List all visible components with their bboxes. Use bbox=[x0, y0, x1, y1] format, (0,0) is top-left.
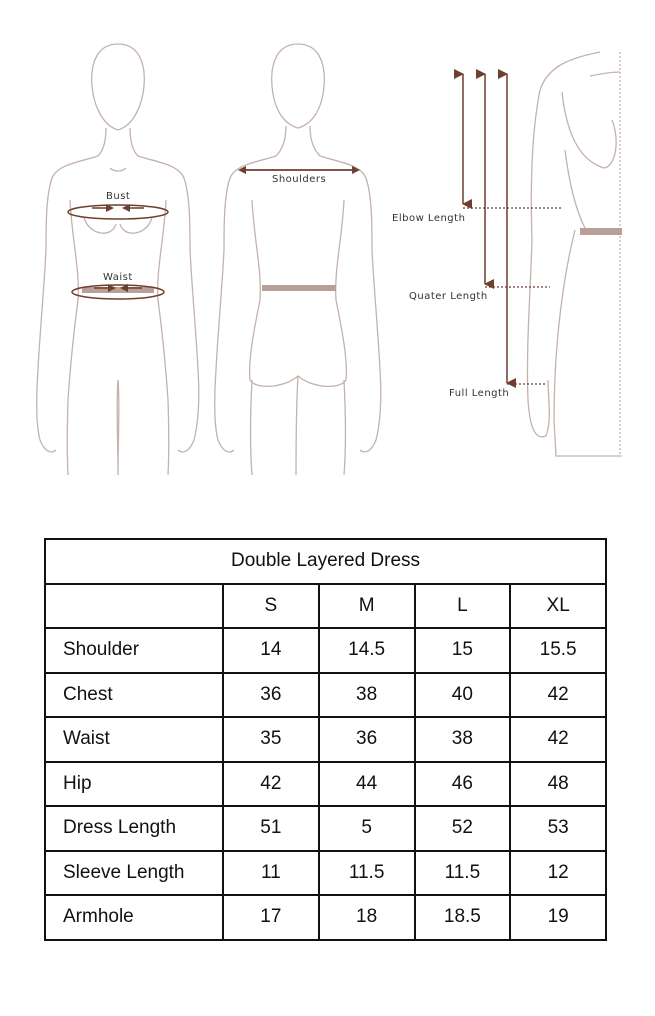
size-chart-table bbox=[44, 538, 607, 941]
table-row bbox=[45, 673, 606, 718]
table-cell: 42 bbox=[510, 673, 606, 718]
table-cell: 17 bbox=[223, 895, 319, 940]
table-cell: 11.5 bbox=[319, 851, 415, 896]
table-cell: 38 bbox=[319, 673, 415, 718]
header-cell: L bbox=[415, 584, 511, 629]
table-cell: 38 bbox=[415, 717, 511, 762]
table-cell: 42 bbox=[223, 762, 319, 807]
table-cell: 19 bbox=[510, 895, 606, 940]
row-label: Shoulder bbox=[45, 628, 223, 673]
table-cell: 44 bbox=[319, 762, 415, 807]
side-figure bbox=[527, 52, 622, 456]
table-cell: 36 bbox=[319, 717, 415, 762]
table-row bbox=[45, 851, 606, 896]
table-row bbox=[45, 806, 606, 851]
table-cell: 11.5 bbox=[415, 851, 511, 896]
table-cell: 12 bbox=[510, 851, 606, 896]
table-cell: 11 bbox=[223, 851, 319, 896]
bust-label: Bust bbox=[106, 191, 131, 202]
table-cell: 46 bbox=[415, 762, 511, 807]
front-waist-measure bbox=[72, 272, 164, 299]
table-cell: 35 bbox=[223, 717, 319, 762]
table-cell: 18 bbox=[319, 895, 415, 940]
table-cell: 48 bbox=[510, 762, 606, 807]
table-row bbox=[45, 628, 606, 673]
header-cell bbox=[45, 584, 223, 629]
table-cell: 5 bbox=[319, 806, 415, 851]
front-figure bbox=[37, 44, 199, 475]
table-cell: 40 bbox=[415, 673, 511, 718]
waist-label: Waist bbox=[103, 272, 133, 283]
table-cell: 52 bbox=[415, 806, 511, 851]
table-row bbox=[45, 717, 606, 762]
header-cell: XL bbox=[510, 584, 606, 629]
shoulders-label: Shoulders bbox=[272, 174, 327, 185]
table-cell: 15 bbox=[415, 628, 511, 673]
table-cell: 15.5 bbox=[510, 628, 606, 673]
elbow-length-label: Elbow Length bbox=[392, 213, 466, 224]
table-row bbox=[45, 762, 606, 807]
back-figure bbox=[215, 44, 381, 475]
body-figures-svg bbox=[0, 0, 655, 500]
row-label: Sleeve Length bbox=[45, 851, 223, 896]
table-cell: 51 bbox=[223, 806, 319, 851]
back-shoulder-measure bbox=[240, 170, 358, 291]
table-cell: 53 bbox=[510, 806, 606, 851]
side-waist-band bbox=[580, 228, 622, 235]
table-title: Double Layered Dress bbox=[45, 539, 606, 584]
full-length-label: Full Length bbox=[449, 388, 510, 399]
table-row bbox=[45, 895, 606, 940]
table-cell: 14.5 bbox=[319, 628, 415, 673]
row-label: Waist bbox=[45, 717, 223, 762]
row-label: Armhole bbox=[45, 895, 223, 940]
quater-length-label: Quater Length bbox=[409, 291, 488, 302]
table-cell: 14 bbox=[223, 628, 319, 673]
length-measures bbox=[463, 74, 562, 384]
row-label: Dress Length bbox=[45, 806, 223, 851]
measurement-diagram bbox=[0, 0, 655, 500]
front-bust-measure bbox=[68, 191, 168, 219]
header-cell: M bbox=[319, 584, 415, 629]
header-cell: S bbox=[223, 584, 319, 629]
row-label: Chest bbox=[45, 673, 223, 718]
row-label: Hip bbox=[45, 762, 223, 807]
table-cell: 18.5 bbox=[415, 895, 511, 940]
table-cell: 36 bbox=[223, 673, 319, 718]
table-title-row bbox=[45, 539, 606, 584]
table-header-row bbox=[45, 584, 606, 629]
table-cell: 42 bbox=[510, 717, 606, 762]
